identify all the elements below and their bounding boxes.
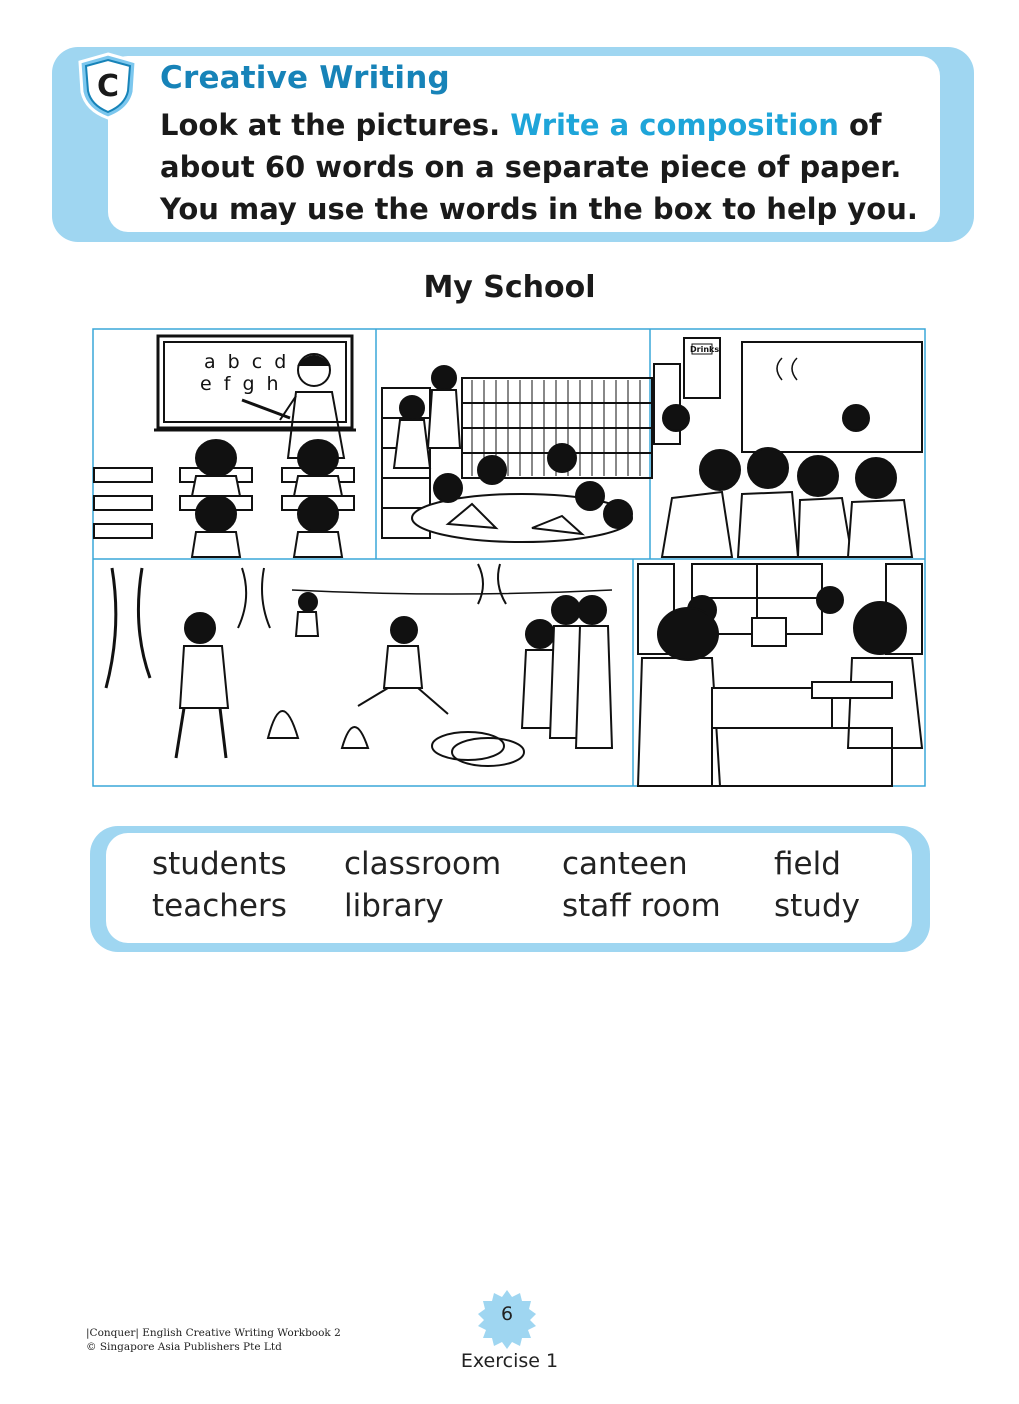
board-text-2: e f g h (200, 373, 282, 395)
exercise-label: Exercise 1 (460, 1350, 559, 1372)
section-badge-letter: C (96, 69, 120, 104)
word-field: field (774, 846, 841, 882)
panel-canteen (654, 338, 922, 557)
word-library: library (344, 888, 444, 924)
panel-staff-room (638, 564, 922, 786)
panel-classroom (94, 336, 356, 557)
panel-field (106, 564, 612, 766)
word-canteen: canteen (562, 846, 688, 882)
instruction-highlight: Write a composition (510, 108, 839, 142)
section-shield-icon (76, 52, 140, 120)
footer-book-title: |Conquer| English Creative Writing Workbook 2 (86, 1327, 341, 1339)
school-illustration (92, 328, 926, 787)
drinks-sign: Drinks (690, 345, 720, 354)
word-study: study (774, 888, 860, 924)
word-teachers: teachers (152, 888, 287, 924)
instruction-part2: of about 60 words on a separate piece of paper. You may use the words in the box to help you. (160, 108, 918, 226)
page-number: 6 (500, 1303, 514, 1325)
board-text-1: a b c d (204, 351, 290, 373)
section-instructions (160, 104, 940, 230)
word-classroom: classroom (344, 846, 502, 882)
panel-library (382, 366, 652, 542)
word-students: students (152, 846, 287, 882)
section-title: Creative Writing (160, 60, 450, 96)
word-staff-room: staff room (562, 888, 721, 924)
footer-copyright: © Singapore Asia Publishers Pte Ltd (86, 1341, 282, 1353)
instruction-part1: Look at the pictures. (160, 108, 511, 142)
picture-title: My School (423, 270, 596, 305)
